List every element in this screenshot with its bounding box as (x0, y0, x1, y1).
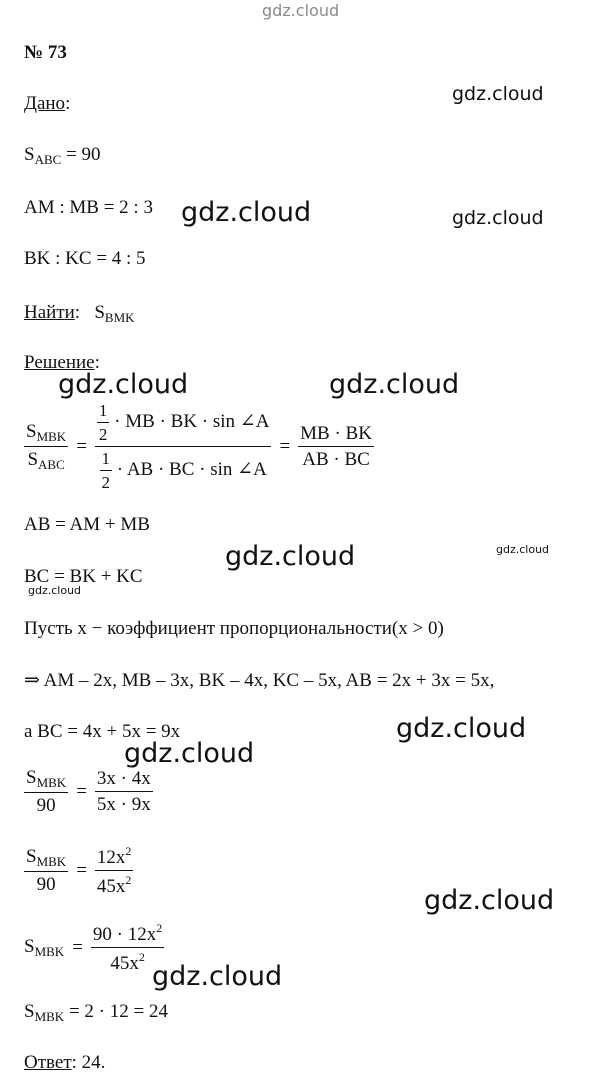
step1-equation: $\frac{S_{MBK}}{90}$ = $\frac{3x \cdot 4x}{5x \cdot 9x}$ (26, 767, 151, 816)
given-area-abc (24, 145, 101, 166)
watermark: gdz.cloud (329, 369, 460, 400)
watermark-top: gdz.cloud (262, 1, 340, 20)
area-subscript: ABC (34, 152, 62, 167)
find-label: Найти (24, 302, 75, 323)
watermark: gdz.cloud (58, 369, 189, 400)
find-target: S (94, 302, 105, 323)
parts-line: ⇒ AM – 2x, MB – 3x, BK – 4x, KC – 5x, AB = 2x + 3x = 5x, (24, 670, 495, 691)
find-target-subscript: BMK (104, 310, 135, 325)
answer-label: Ответ (24, 1052, 72, 1073)
given-ratio-am-mb: AM : MB = 2 : 3 (24, 197, 153, 218)
solution-heading: Решение: (24, 352, 100, 373)
bc-sum: BC = BK + KC (24, 566, 143, 587)
step3-equation: $S_{MBK}$ = $\frac{90 \cdot 12x^2}{45x^2}$ (24, 921, 163, 974)
watermark: gdz.cloud (452, 207, 544, 229)
watermark: gdz.cloud (496, 543, 550, 556)
bc-value-line: a BC = 4x + 5x = 9x (24, 721, 181, 742)
find-line: Найти: $S_{BMK}$ (24, 302, 135, 325)
sides-ratio-fraction: $\frac{MB \cdot BK}{AB \cdot BC}$ (300, 423, 372, 470)
answer-line (24, 1053, 105, 1072)
final-result: $S_{MBK} = 2 \cdot 12 = 24$ (24, 1001, 168, 1024)
watermark: gdz.cloud (424, 885, 555, 916)
answer-value: : 24. (71, 1052, 106, 1073)
watermark: gdz.cloud (124, 738, 255, 769)
watermark: gdz.cloud (452, 83, 544, 105)
given-label: Дано (24, 93, 66, 114)
given-heading: Дано: (24, 93, 71, 114)
ab-sum: AB = AM + MB (24, 514, 150, 535)
step2-equation: $\frac{S_{MBK}}{90}$ = $\frac{12x^2}{45x^2}$ (26, 844, 132, 897)
watermark: gdz.cloud (396, 713, 527, 744)
watermark: gdz.cloud (152, 961, 283, 992)
area-ratio-formula: $\frac{S_{MBK}}{S_{ABC}}$ = $\frac{1}{2}$ · MB · BK · sin ∠A $\frac{1}{2}$ · AB · BC · sin ∠A = $\frac{MB \cdot BK}{AB \cdot BC}$ (26, 401, 372, 492)
watermark: gdz.cloud (28, 584, 82, 597)
area-symbol: S (24, 144, 35, 165)
area-value: = 90 (61, 144, 101, 165)
area-ratio-fraction: $\frac{S_{MBK}}{S_{ABC}}$ (26, 421, 67, 472)
watermark: gdz.cloud (225, 541, 356, 572)
watermark: gdz.cloud (181, 197, 312, 228)
problem-number: № 73 (24, 42, 67, 63)
solution-label: Решение (24, 352, 95, 373)
given-ratio-bk-kc: BK : KC = 4 : 5 (24, 248, 146, 269)
let-x-line: Пусть x − коэффициент пропорциональности(x > 0) (24, 618, 444, 639)
sine-area-fraction: $\frac{1}{2}$ · MB · BK · sin ∠A $\frac{1}{2}$ · AB · BC · sin ∠A (95, 402, 272, 491)
